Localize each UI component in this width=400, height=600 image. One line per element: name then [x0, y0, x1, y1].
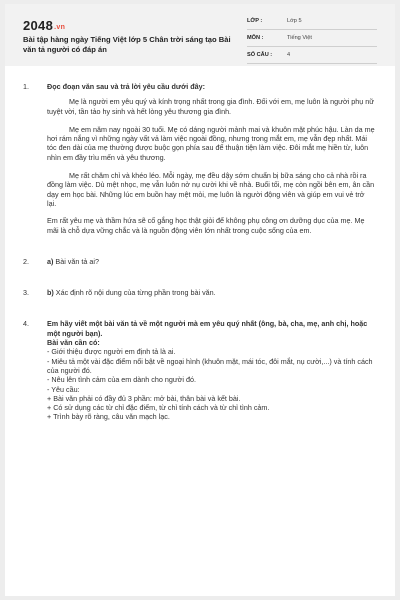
- meta-label: SỐ CÂU :: [247, 52, 273, 58]
- question-number: 3.: [23, 288, 29, 298]
- requirement-line: - Miêu tả một vài đặc điểm nổi bật về ngoại hình (khuôn mặt, mái tóc, đôi mắt, nụ cười,...) và tính cách của người đó.: [47, 356, 373, 375]
- site-logo[interactable]: [23, 18, 65, 33]
- question-prefix: b): [47, 288, 54, 298]
- question-4: [23, 319, 375, 421]
- requirement-line: + Trình bày rõ ràng, câu văn mạch lạc.: [47, 412, 170, 422]
- passage-paragraph: Mẹ là người em yêu quý và kính trọng nhất trong gia đình. Đối với em, mẹ luôn là người phụ nữ tuyệt vời, tần tảo hy sinh và hết lòng yêu thương gia đình.: [47, 97, 375, 116]
- meta-label: MÔN :: [247, 35, 264, 41]
- meta-row-subject: [247, 32, 377, 47]
- logo-suffix: .vn: [54, 24, 66, 31]
- question-number: 1.: [23, 82, 29, 91]
- question-title: Đọc đoạn văn sau và trả lời yêu cầu dưới đây:: [47, 82, 206, 91]
- meta-label: LỚP :: [247, 18, 263, 24]
- meta-row-class: [247, 15, 377, 30]
- requirement-line: - Nêu lên tình cảm của em dành cho người đó.: [47, 375, 196, 385]
- question-prefix: a): [47, 256, 54, 266]
- worksheet-page: [5, 4, 395, 596]
- passage-closing: Em rất yêu mẹ và thầm hứa sẽ cố gắng học thật giỏi để không phụ công ơn dưỡng dục của mẹ. Mẹ mãi là chỗ dựa vững chắc và là nguồn động viên lớn nhất trong cuộc sống của em.: [47, 216, 365, 235]
- question-text: [47, 288, 375, 297]
- meta-value: Tiếng Việt: [287, 35, 312, 41]
- question-body: Bài văn tả ai?: [55, 256, 99, 266]
- passage-paragraph: Mẹ rất chăm chỉ và khéo léo. Mỗi ngày, mẹ đều dậy sớm chuẩn bị bữa sáng cho cả nhà rồi ra đồng làm việc. Dù mệt nhọc, mẹ vẫn luôn nở nụ cười khi về nhà. Buổi tối, mẹ còn ngồi bên em, ân cần dạy em học bài. Những lúc em buồn hay mệt mỏi, mẹ luôn là người động viên và giúp em vui vẻ trở lại.: [47, 171, 375, 208]
- meta-box: [247, 15, 377, 66]
- meta-value: 4: [287, 52, 291, 58]
- requirement-line: + Có sử dụng các từ chỉ đặc điểm, từ chỉ tính cách và từ chỉ tình cảm.: [47, 403, 270, 413]
- meta-row-count: [247, 49, 377, 64]
- question-title: Em hãy viết một bài văn tả về một người mà em yêu quý nhất (ông, bà, cha, mẹ, anh chị, hoặc một người bạn).: [47, 319, 368, 338]
- meta-value: Lớp 5: [287, 18, 302, 24]
- document-title: Bài tập hàng ngày Tiếng Việt lớp 5 Chân trời sáng tạo Bài văn tả người có đáp án: [23, 35, 231, 54]
- question-number: 4.: [23, 319, 29, 329]
- question-subtitle: Bài văn cần có:: [47, 338, 100, 348]
- question-body: Xác định rõ nội dung của từng phần trong bài văn.: [55, 288, 216, 298]
- passage-paragraph: Mẹ em năm nay ngoài 30 tuổi. Mẹ có dáng người mảnh mai và khuôn mặt phúc hậu. Làn da mẹ hơi rám nắng vì những ngày vất vả làm việc ngoài đồng, nhưng trong mắt em, mẹ vẫn đẹp nhất. Mái tóc đen dài của mẹ thường được buộc gọn phía sau để thuận tiện làm việc. Đôi mắt mẹ hiền từ, luôn nhìn em đầy trìu mến và yêu thương.: [47, 124, 375, 162]
- question-2: [23, 257, 375, 266]
- logo-text: 2048: [23, 18, 54, 33]
- worksheet-content: [23, 82, 375, 422]
- question-text: [47, 257, 375, 266]
- question-number: 2.: [23, 256, 29, 266]
- question-1: [23, 82, 375, 235]
- requirement-line: - Yêu cầu:: [47, 384, 80, 394]
- requirement-line: - Giới thiệu được người em định tả là ai.: [47, 347, 176, 357]
- question-3: [23, 288, 375, 297]
- worksheet-header: [5, 4, 395, 66]
- requirement-line: + Bài văn phải có đầy đủ 3 phần: mở bài, thân bài và kết bài.: [47, 393, 241, 403]
